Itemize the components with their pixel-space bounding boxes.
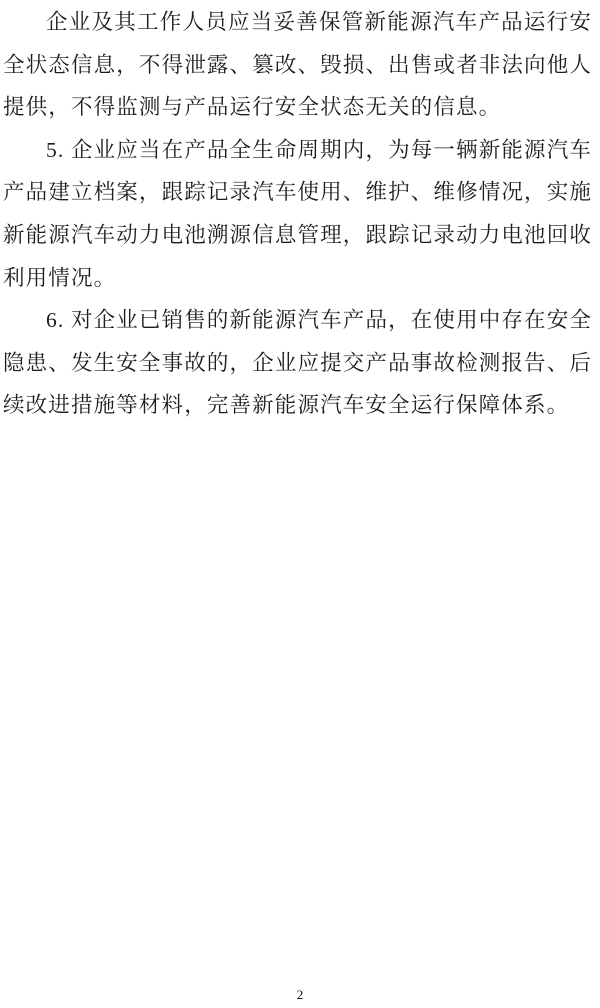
page-number: 2: [296, 987, 304, 1002]
paragraph-item-5: 5. 企业应当在产品全生命周期内，为每一辆新能源汽车产品建立档案，跟踪记录汽车使用、维护、维修情况，实施新能源汽车动力电池溯源信息管理，跟踪记录动力电池回收利用情况。: [3, 137, 592, 290]
paragraph-item-6: 6. 对企业已销售的新能源汽车产品，在使用中存在安全隐患、发生安全事故的，企业应提交产品事故检测报告、后续改进措施等材料，完善新能源汽车安全运行保障体系。: [3, 308, 592, 418]
document-body: [3, 1, 592, 427]
paragraph-continuation: 企业及其工作人员应当妥善保管新能源汽车产品运行安全状态信息，不得泄露、篡改、毁损、出售或者非法向他人提供，不得监测与产品运行安全状态无关的信息。: [3, 10, 592, 120]
